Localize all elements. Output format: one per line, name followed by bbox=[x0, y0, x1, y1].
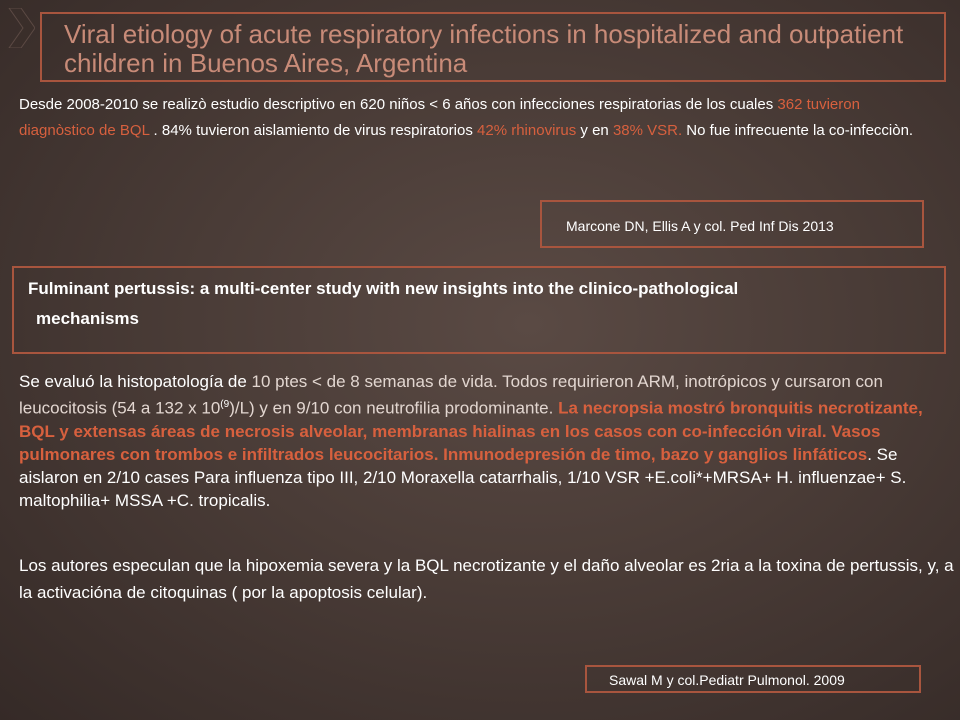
conclusion-paragraph: Los autores especulan que la hipoxemia severa y la BQL necrotizante y el daño alveolar es 2ria a la toxina de pertussis, y, a la activacióna de citoquinas ( por la apoptosis celular). bbox=[19, 556, 954, 602]
intro-text-3: y en bbox=[576, 122, 613, 139]
page-title: Viral etiology of acute respiratory infections in hospitalized and outpatient children in Buenos Aires, Argentina bbox=[64, 19, 904, 78]
chevron-right-icon bbox=[7, 8, 35, 48]
body-superscript: (9 bbox=[220, 399, 230, 410]
body-text-3: )/L) y en 9/10 con neutrofilia prodominante. bbox=[229, 398, 559, 418]
pertussis-title-box bbox=[12, 266, 946, 354]
body-text-4: . Se aislaron en 2/10 cases Para influenza tipo III, 2/10 Moraxella catarrhalis, 1/10 VSR +E.coli*+MRSA+ H. influenzae+ S. maltophilia+ MSSA +C. tropicalis. bbox=[19, 444, 907, 510]
reference-citation-1: Marcone DN, Ellis A y col. Ped Inf Dis 2013 bbox=[566, 218, 834, 234]
body-necropsy-findings: La necropsia mostró bronquitis necrotizante, BQL y extensas áreas de necrosis alveolar, membranas hialinas en los casos con co-infección viral. Vasos pulmonares con trombos e infiltrados leucocitarios. Inmunodepresión de timo, bazo y ganglios linfáticos bbox=[19, 398, 923, 464]
intro-text-2: . 84% tuvieron aislamiento de virus respiratorios bbox=[149, 122, 478, 139]
body-text-2: 10 ptes < de 8 semanas de vida. Todos requirieron ARM, inotrópicos y cursaron con leucocitosis (54 a 132 x 10 bbox=[19, 372, 883, 418]
title-box bbox=[40, 12, 946, 82]
pertussis-title-line-2: mechanisms bbox=[36, 309, 139, 328]
intro-highlight-bql: 362 tuvieron diagnòstico de BQL bbox=[19, 96, 860, 139]
reference-box-2 bbox=[585, 665, 921, 693]
intro-paragraph bbox=[19, 92, 939, 144]
reference-citation-2: Sawal M y col.Pediatr Pulmonol. 2009 bbox=[609, 672, 845, 688]
reference-box-1 bbox=[540, 200, 924, 248]
pertussis-study-title bbox=[28, 274, 933, 334]
intro-text-4: No fue infrecuente la co-infecciòn. bbox=[682, 122, 914, 139]
intro-text-1: Desde 2008-2010 se realizò estudio descriptivo en 620 niños < 6 años con infecciones respiratorias de los cuales bbox=[19, 96, 778, 113]
intro-highlight-vsr: 38% VSR. bbox=[612, 122, 683, 139]
pertussis-title-line-1: Fulminant pertussis: a multi-center study with new insights into the clinico-pathological bbox=[28, 279, 739, 298]
pertussis-body-paragraph bbox=[19, 370, 954, 512]
intro-highlight-rhinovirus: 42% rhinovirus bbox=[477, 122, 577, 139]
body-text-1: Se evaluó la histopatología de bbox=[19, 372, 252, 391]
